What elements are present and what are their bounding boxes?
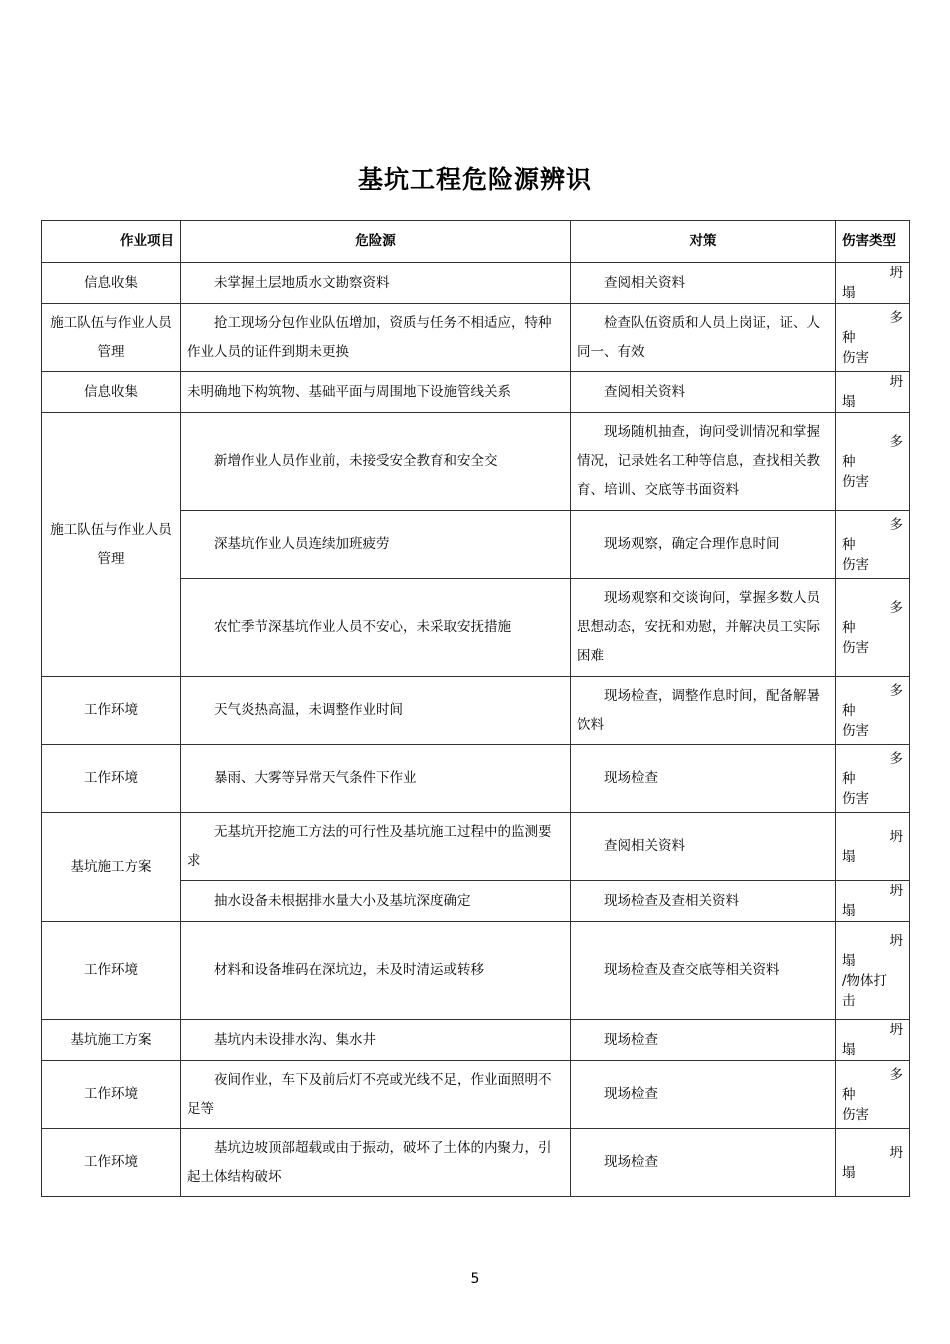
measure-cell: 现场检查及查交底等相关资料 [571, 922, 836, 1020]
measure-cell: 现场观察，确定合理作息时间 [571, 511, 836, 579]
injury-type-cell [836, 413, 910, 511]
measure-cell: 现场检查及查相关资料 [571, 881, 836, 922]
injury-type-cell [836, 745, 910, 813]
header-injury-type: 伤害类型 [836, 221, 910, 263]
measure-cell: 现场检查，调整作息时间，配备解暑饮料 [571, 677, 836, 745]
injury-type-line-1: 坍 [889, 1022, 903, 1038]
table-row [42, 677, 910, 745]
injury-type-cell [836, 1020, 910, 1061]
hazard-cell: 未掌握土层地质水文勘察资料 [181, 263, 571, 304]
work-item-cell: 工作环境 [42, 922, 181, 1020]
injury-type-line-1: 多 [889, 682, 903, 699]
work-item-cell: 工作环境 [42, 677, 181, 745]
injury-type-line-1: 坍 [889, 828, 903, 845]
injury-type-cell [836, 304, 910, 372]
hazard-cell: 暴雨、大雾等异常天气条件下作业 [181, 745, 571, 813]
header-hazard: 危险源 [181, 221, 571, 263]
work-item-cell: 施工队伍与作业人员管理 [42, 413, 181, 677]
injury-type-cell [836, 677, 910, 745]
measure-cell: 现场观察和交谈询问，掌握多数人员思想动态，安抚和劝慰，并解决员工实际困难 [571, 579, 836, 677]
injury-type-line-2: 塌 [842, 1042, 856, 1058]
work-item-cell: 信息收集 [42, 263, 181, 304]
injury-type-line-2: 种 伤害 [842, 329, 869, 366]
injury-type-cell [836, 511, 910, 579]
work-item-cell: 基坑施工方案 [42, 1020, 181, 1061]
injury-type-cell [836, 579, 910, 677]
measure-cell: 现场检查 [571, 1020, 836, 1061]
injury-type-line-1: 多 [889, 1066, 903, 1083]
table-row [42, 413, 910, 511]
hazard-cell: 夜间作业，车下及前后灯不亮或光线不足，作业面照明不足等 [181, 1061, 571, 1129]
page-number: 5 [470, 1271, 480, 1287]
injury-type-line-1: 多 [889, 433, 903, 450]
injury-type-line-2: 塌 [842, 903, 856, 919]
injury-type-line-2: 种 伤害 [842, 1086, 869, 1123]
injury-type-line-1: 多 [889, 599, 903, 616]
hazard-table [41, 220, 910, 1197]
table-row [42, 922, 910, 1020]
measure-cell: 检查队伍资质和人员上岗证，证、人同一、有效 [571, 304, 836, 372]
measure-cell: 现场随机抽查，询问受训情况和掌握情况，记录姓名工种等信息，查找相关教育、培训、交底等书面资料 [571, 413, 836, 511]
injury-type-cell [836, 372, 910, 413]
injury-type-line-1: 坍 [889, 1144, 903, 1161]
injury-type-line-2: 塌 [842, 848, 856, 865]
document-title: 基坑工程危险源辨识 [357, 165, 592, 194]
injury-type-line-1: 坍 [889, 932, 903, 949]
work-item-cell: 工作环境 [42, 1061, 181, 1129]
table-row [42, 1061, 910, 1129]
injury-type-line-1: 坍 [889, 374, 903, 390]
measure-cell: 现场检查 [571, 745, 836, 813]
hazard-cell: 天气炎热高温，未调整作业时间 [181, 677, 571, 745]
work-item-cell: 施工队伍与作业人员管理 [42, 304, 181, 372]
measure-cell: 查阅相关资料 [571, 813, 836, 881]
injury-type-line-1: 多 [889, 750, 903, 767]
hazard-cell: 农忙季节深基坑作业人员不安心，未采取安抚措施 [181, 579, 571, 677]
injury-type-cell [836, 1129, 910, 1197]
table-row [42, 745, 910, 813]
hazard-cell: 新增作业人员作业前，未接受安全教育和安全交 [181, 413, 571, 511]
measure-cell: 现场检查 [571, 1129, 836, 1197]
injury-type-cell [836, 1061, 910, 1129]
table-row [42, 1129, 910, 1197]
table-row [42, 372, 910, 413]
injury-type-cell [836, 922, 910, 1020]
injury-type-line-2: 塌 [842, 285, 856, 301]
injury-type-line-1: 坍 [889, 883, 903, 899]
hazard-cell: 无基坑开挖施工方法的可行性及基坑施工过程中的监测要求 [181, 813, 571, 881]
work-item-cell: 信息收集 [42, 372, 181, 413]
work-item-cell: 基坑施工方案 [42, 813, 181, 922]
injury-type-line-2: 塌 [842, 394, 856, 410]
injury-type-line-1: 坍 [889, 265, 903, 281]
injury-type-line-2: 种 伤害 [842, 453, 869, 490]
injury-type-line-2: 种 伤害 [842, 619, 869, 656]
hazard-cell: 基坑边坡顶部超载或由于振动，破坏了土体的内聚力，引起土体结构破坏 [181, 1129, 571, 1197]
measure-cell: 查阅相关资料 [571, 263, 836, 304]
measure-cell: 查阅相关资料 [571, 372, 836, 413]
injury-type-line-2: 塌 /物体打 击 [842, 952, 888, 1009]
table-row [42, 263, 910, 304]
measure-cell: 现场检查 [571, 1061, 836, 1129]
table-header-row [42, 221, 910, 263]
injury-type-line-2: 种 伤害 [842, 702, 869, 739]
injury-type-line-2: 种 伤害 [842, 770, 869, 807]
hazard-cell: 基坑内未设排水沟、集水井 [181, 1020, 571, 1061]
hazard-cell: 未明确地下构筑物、基础平面与周围地下设施管线关系 [181, 372, 571, 413]
injury-type-cell [836, 813, 910, 881]
header-work-item: 作业项目 [42, 221, 181, 263]
injury-type-line-2: 塌 [842, 1164, 856, 1181]
injury-type-cell [836, 263, 910, 304]
hazard-cell: 抽水设备未根据排水量大小及基坑深度确定 [181, 881, 571, 922]
injury-type-line-1: 多 [889, 309, 903, 326]
hazard-cell: 深基坑作业人员连续加班疲劳 [181, 511, 571, 579]
table-row [42, 1020, 910, 1061]
hazard-cell: 材料和设备堆码在深坑边，未及时清运或转移 [181, 922, 571, 1020]
work-item-cell: 工作环境 [42, 1129, 181, 1197]
injury-type-line-2: 种 伤害 [842, 536, 869, 573]
injury-type-line-1: 多 [889, 516, 903, 533]
table-row [42, 813, 910, 881]
table-row [42, 304, 910, 372]
work-item-cell: 工作环境 [42, 745, 181, 813]
injury-type-cell [836, 881, 910, 922]
header-measure: 对策 [571, 221, 836, 263]
hazard-cell: 抢工现场分包作业队伍增加，资质与任务不相适应，特种作业人员的证件到期未更换 [181, 304, 571, 372]
